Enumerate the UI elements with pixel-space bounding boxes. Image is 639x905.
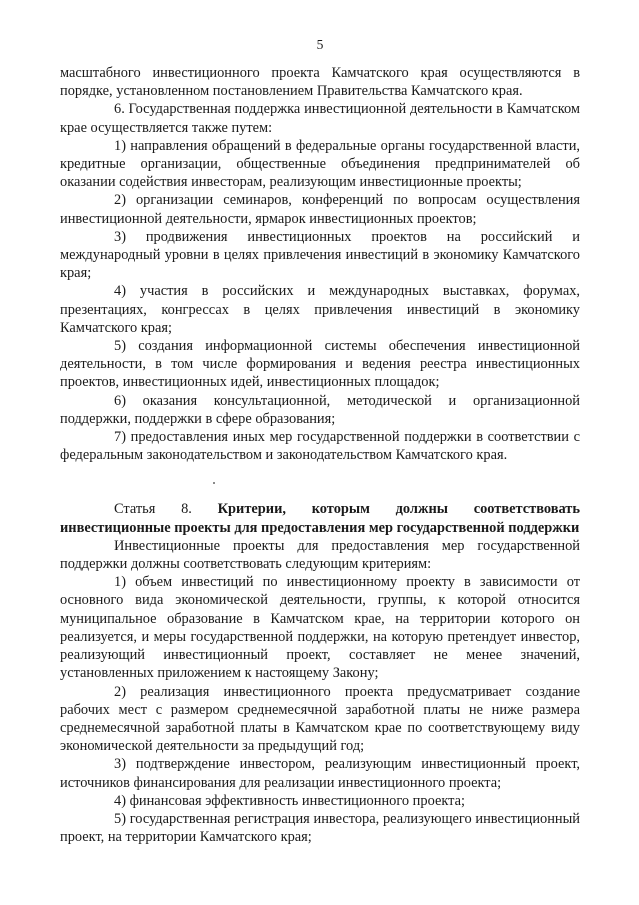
document-page <box>60 36 580 846</box>
list-item: 5) государственная регистрация инвестора, реализующего инвестиционный проект, на территории Камчатского края; <box>60 810 580 846</box>
section-paragraphs-before <box>60 64 580 464</box>
section-paragraphs-after <box>60 537 580 846</box>
list-item: 3) продвижения инвестиционных проектов на российский и международный уровни в целях привлечения инвестиций в экономику Камчатского края; <box>60 228 580 282</box>
list-item: 1) направления обращений в федеральные органы государственной власти, кредитные организации, общественные объединения предпринимателей об оказании содействия инвесторам, реализующим инвестиционные проекты; <box>60 137 580 191</box>
page-number: 5 <box>316 37 324 52</box>
list-item: 7) предоставления иных мер государственной поддержки в соответствии с федеральным законодательством и законодательством Камчатского края. <box>60 429 580 464</box>
section-gap <box>60 464 580 500</box>
list-item: 1) объем инвестиций по инвестиционному проекту в зависимости от основного вида экономической деятельности, группы, к которой относится муниципальное образование в Камчатском крае, на территории которого он реализуется, и меры государственной поддержки, на которую претендует инвестор, реализующий инвестиционный проект, составляет не менее значений, установленных приложением к настоящему Закону; <box>60 574 580 682</box>
list-item: 4) участия в российских и международных выставках, форумах, презентациях, конгрессах в целях привлечения инвестиций в экономику Камчатского края; <box>60 283 580 336</box>
list-item: 4) финансовая эффективность инвестиционного проекта; <box>114 792 465 809</box>
paragraph: Инвестиционные проекты для предоставления мер государственной поддержки должны соответствовать следующим критериям: <box>60 537 580 573</box>
list-item: 6) оказания консультационной, методической и организационной поддержки, поддержки в сфере образования; <box>60 392 580 427</box>
paragraph: масштабного инвестиционного проекта Камчатского края осуществляются в порядке, установленном постановлением Правительства Камчатского края. <box>60 65 580 100</box>
article-heading <box>60 500 580 536</box>
list-item: 5) создания информационной системы обеспечения инвестиционной деятельности, в том числе формирования и ведения реестра инвестиционных проектов, инвестиционных идей, инвестиционных площадок; <box>60 338 580 391</box>
list-item: 2) организации семинаров, конференций по вопросам осуществления инвестиционной деятельности, ярмарок инвестиционных проектов; <box>60 192 580 227</box>
article-title: Критерии, которым должны соответствовать инвестиционные проекты для предоставления мер государственной поддержки <box>60 501 580 536</box>
paragraph: 6. Государственная поддержка инвестиционной деятельности в Камчатском крае осуществляется также путем: <box>60 101 580 136</box>
list-item: 3) подтверждение инвестором, реализующим инвестиционный проект, источников финансирования для реализации инвестиционного проекта; <box>60 756 580 791</box>
article-label: Статья 8. <box>114 501 218 518</box>
scan-speck <box>213 482 215 484</box>
list-item: 2) реализация инвестиционного проекта предусматривает создание рабочих мест с размером среднемесячной заработной платы не ниже размера среднемесячной заработной платы в Камчатском крае по соответствующему виду экономической деятельности за предыдущий год; <box>60 683 580 755</box>
